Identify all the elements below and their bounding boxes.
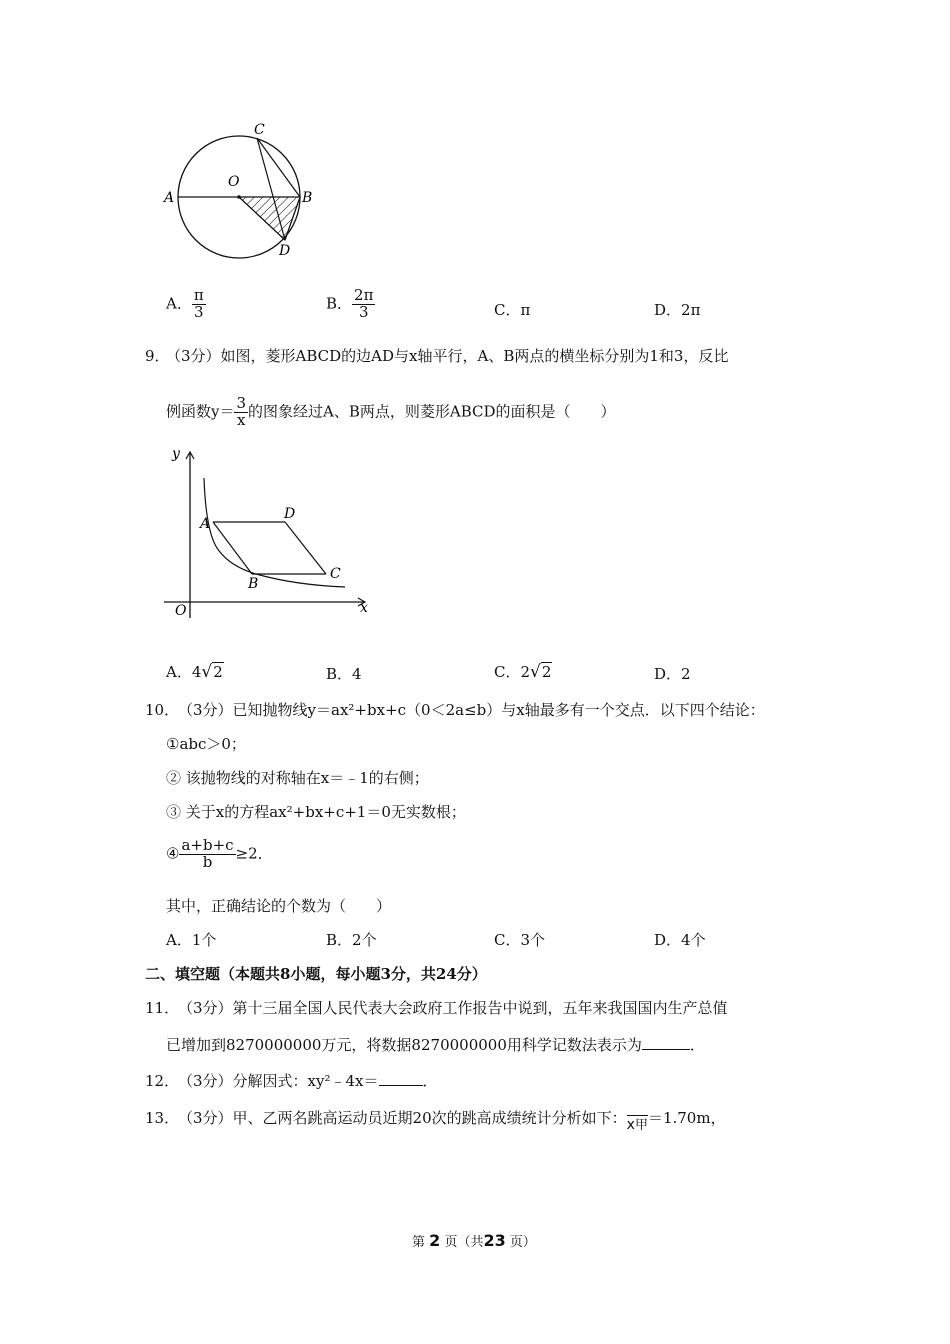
q8-option-c: C．π — [494, 301, 531, 319]
q9-option-b: B．4 — [326, 665, 362, 683]
circle-figure — [155, 118, 325, 268]
q10-conclusion-1: ①abc＞0； — [166, 735, 246, 753]
label-b: B — [302, 190, 313, 206]
label-y: y — [172, 446, 180, 462]
q11-line1: （3分）第十三届全国人民代表大会政府工作报告中说到，五年来我国国内生产总值 — [178, 999, 728, 1017]
q9-option-c: C．2√2 — [494, 662, 552, 682]
q11-line2: 已增加到8270000000万元，将数据8270000000用科学记数法表示为 ． — [166, 1036, 705, 1054]
chord-cb — [257, 138, 300, 197]
q10-option-a: A．1个 — [166, 931, 217, 949]
q10-option-b: B．2个 — [326, 931, 377, 949]
q8-option-a: A． $\frac{\pi}{3}$ — [166, 286, 204, 321]
answer-blank[interactable] — [379, 1071, 423, 1086]
center-point — [237, 195, 241, 199]
q10-number: 10． — [145, 701, 180, 719]
q8-option-d: D．2π — [654, 301, 701, 319]
q10-line1: （3分）已知抛物线y＝ax²+bx+c（0＜2a≤b）与x轴最多有一个交点．以下四个结论： — [178, 701, 765, 719]
q10-conclusion-3: ③ 关于x的方程ax²+bx+c+1＝0无实数根； — [166, 803, 466, 821]
label-o: O — [175, 603, 187, 619]
q9-option-a: A．4√2 — [166, 662, 223, 682]
rhombus-figure — [160, 442, 375, 622]
q10-ask: 其中，正确结论的个数为（ ） — [166, 897, 392, 915]
q13-number: 13． — [145, 1109, 180, 1127]
q12-text: （3分）分解因式：xy²﹣4x＝ ． — [178, 1072, 438, 1090]
q8-option-b: B． $\frac{2\pi}{3}$ — [326, 286, 374, 321]
answer-blank[interactable] — [642, 1035, 690, 1050]
q9-line2: 例函数y＝ $\frac{3}{x}$ 的图象经过A、B两点，则菱形ABCD的面积是（ ） — [166, 394, 616, 429]
section-heading: 二、填空题（本题共8小题，每小题3分，共24分） — [145, 965, 487, 983]
q12-number: 12． — [145, 1072, 180, 1090]
q13-text: （3分）甲、乙两名跳高运动员近期20次的跳高成绩统计分析如下：x甲＝1.70m， — [178, 1109, 726, 1133]
label-d: D — [284, 506, 296, 522]
label-o: O — [228, 174, 240, 190]
shaded-region — [239, 197, 300, 240]
q9-number: 9． — [145, 347, 170, 365]
label-c: C — [330, 566, 341, 582]
page-footer: 第 2 页（共23 页） — [412, 1231, 536, 1250]
q11-number: 11． — [145, 999, 180, 1017]
label-b: B — [248, 576, 259, 592]
label-c: C — [254, 122, 265, 138]
label-x: x — [360, 600, 368, 616]
q9-line1: （3分）如图，菱形ABCD的边AD与x轴平行，A、B两点的横坐标分别为1和3，反比 — [166, 347, 729, 365]
q10-option-c: C．3个 — [494, 931, 546, 949]
q10-conclusion-2: ② 该抛物线的对称轴在x＝﹣1的右侧； — [166, 769, 429, 787]
label-d: D — [279, 243, 291, 259]
q9-option-d: D．2 — [654, 665, 691, 683]
label-a: A — [164, 190, 175, 206]
q10-conclusion-4: ④ $\frac{a+b+c}{b}$ ≥2． — [166, 836, 273, 871]
q10-option-d: D．4个 — [654, 931, 706, 949]
label-a: A — [200, 516, 211, 532]
